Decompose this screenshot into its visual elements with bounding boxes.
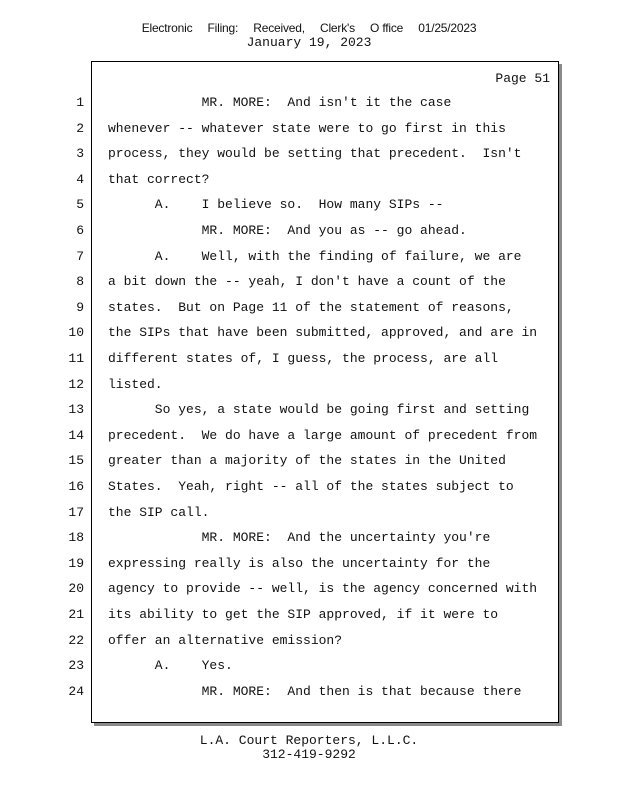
transcript-line-text: process, they would be setting that precedent. Isn't — [108, 146, 522, 161]
footer-company: L.A. Court Reporters, L.L.C. — [199, 733, 419, 748]
transcript-line-text: A. Yes. — [108, 658, 233, 673]
transcript-line-text: So yes, a state would be going first and setting — [108, 402, 530, 417]
stamp-electronic: Electronic — [141, 21, 193, 35]
transcript-line-text: A. Well, with the finding of failure, we are — [108, 249, 522, 264]
transcript-line-text: MR. MORE: And the uncertainty you're — [108, 530, 491, 545]
line-number: 4 — [76, 172, 84, 187]
transcript-line-text: agency to provide -- well, is the agency concerned with — [108, 581, 538, 596]
transcript-line-text: states. But on Page 11 of the statement of reasons, — [108, 300, 514, 315]
transcript-line-text: that correct? — [108, 172, 210, 187]
line-number: 17 — [68, 505, 84, 520]
line-number: 10 — [68, 325, 84, 340]
footer-phone: 312-419-9292 — [262, 747, 356, 762]
transcript-date: January 19, 2023 — [246, 35, 372, 50]
transcript-line-text: MR. MORE: And then is that because there — [108, 684, 522, 699]
line-number: 14 — [68, 428, 84, 443]
transcript-line-text: the SIP call. — [108, 505, 210, 520]
line-number: 13 — [68, 402, 84, 417]
transcript-line-text: listed. — [108, 377, 163, 392]
transcript-line-text: States. Yeah, right -- all of the states subject to — [108, 479, 514, 494]
transcript-line-text: its ability to get the SIP approved, if it were to — [108, 607, 499, 622]
line-number: 7 — [76, 249, 84, 264]
transcript-line-text: offer an alternative emission? — [108, 633, 343, 648]
stamp-clerks: Clerk's — [320, 21, 355, 35]
line-number: 19 — [68, 556, 84, 571]
transcript-line-text: whenever -- whatever state were to go first in this — [108, 121, 506, 136]
line-number: 16 — [68, 479, 84, 494]
line-number: 22 — [68, 633, 84, 648]
line-number: 12 — [68, 377, 84, 392]
electronic-filing-stamp — [0, 21, 618, 35]
transcript-line-text: MR. MORE: And you as -- go ahead. — [108, 223, 467, 238]
line-number: 3 — [76, 146, 84, 161]
line-number: 8 — [76, 274, 84, 289]
page-number: Page 51 — [495, 71, 550, 86]
stamp-office: O ffice — [370, 21, 404, 35]
line-number: 24 — [68, 684, 84, 699]
transcript-line-text: greater than a majority of the states in the United — [108, 453, 506, 468]
line-number: 15 — [68, 453, 84, 468]
line-number: 6 — [76, 223, 84, 238]
line-number: 20 — [68, 581, 84, 596]
transcript-line-text: a bit down the -- yeah, I don't have a count of the — [108, 274, 506, 289]
stamp-received: Received, — [253, 21, 305, 35]
transcript-line-text: precedent. We do have a large amount of precedent from — [108, 428, 538, 443]
transcript-line-text: A. I believe so. How many SIPs -- — [108, 197, 444, 212]
stamp-filing: Filing: — [207, 21, 239, 35]
line-number: 5 — [76, 197, 84, 212]
line-number: 2 — [76, 121, 84, 136]
line-number: 1 — [76, 95, 84, 110]
line-number: 11 — [68, 351, 84, 366]
line-number: 23 — [68, 658, 84, 673]
transcript-line-text: the SIPs that have been submitted, approved, and are in — [108, 325, 538, 340]
stamp-date: 01/25/2023 — [418, 21, 477, 35]
transcript-line-text: MR. MORE: And isn't it the case — [108, 95, 452, 110]
line-number: 18 — [68, 530, 84, 545]
line-number: 21 — [68, 607, 84, 622]
line-number: 9 — [76, 300, 84, 315]
transcript-line-text: expressing really is also the uncertainty for the — [108, 556, 491, 571]
transcript-line-text: different states of, I guess, the process, are all — [108, 351, 499, 366]
